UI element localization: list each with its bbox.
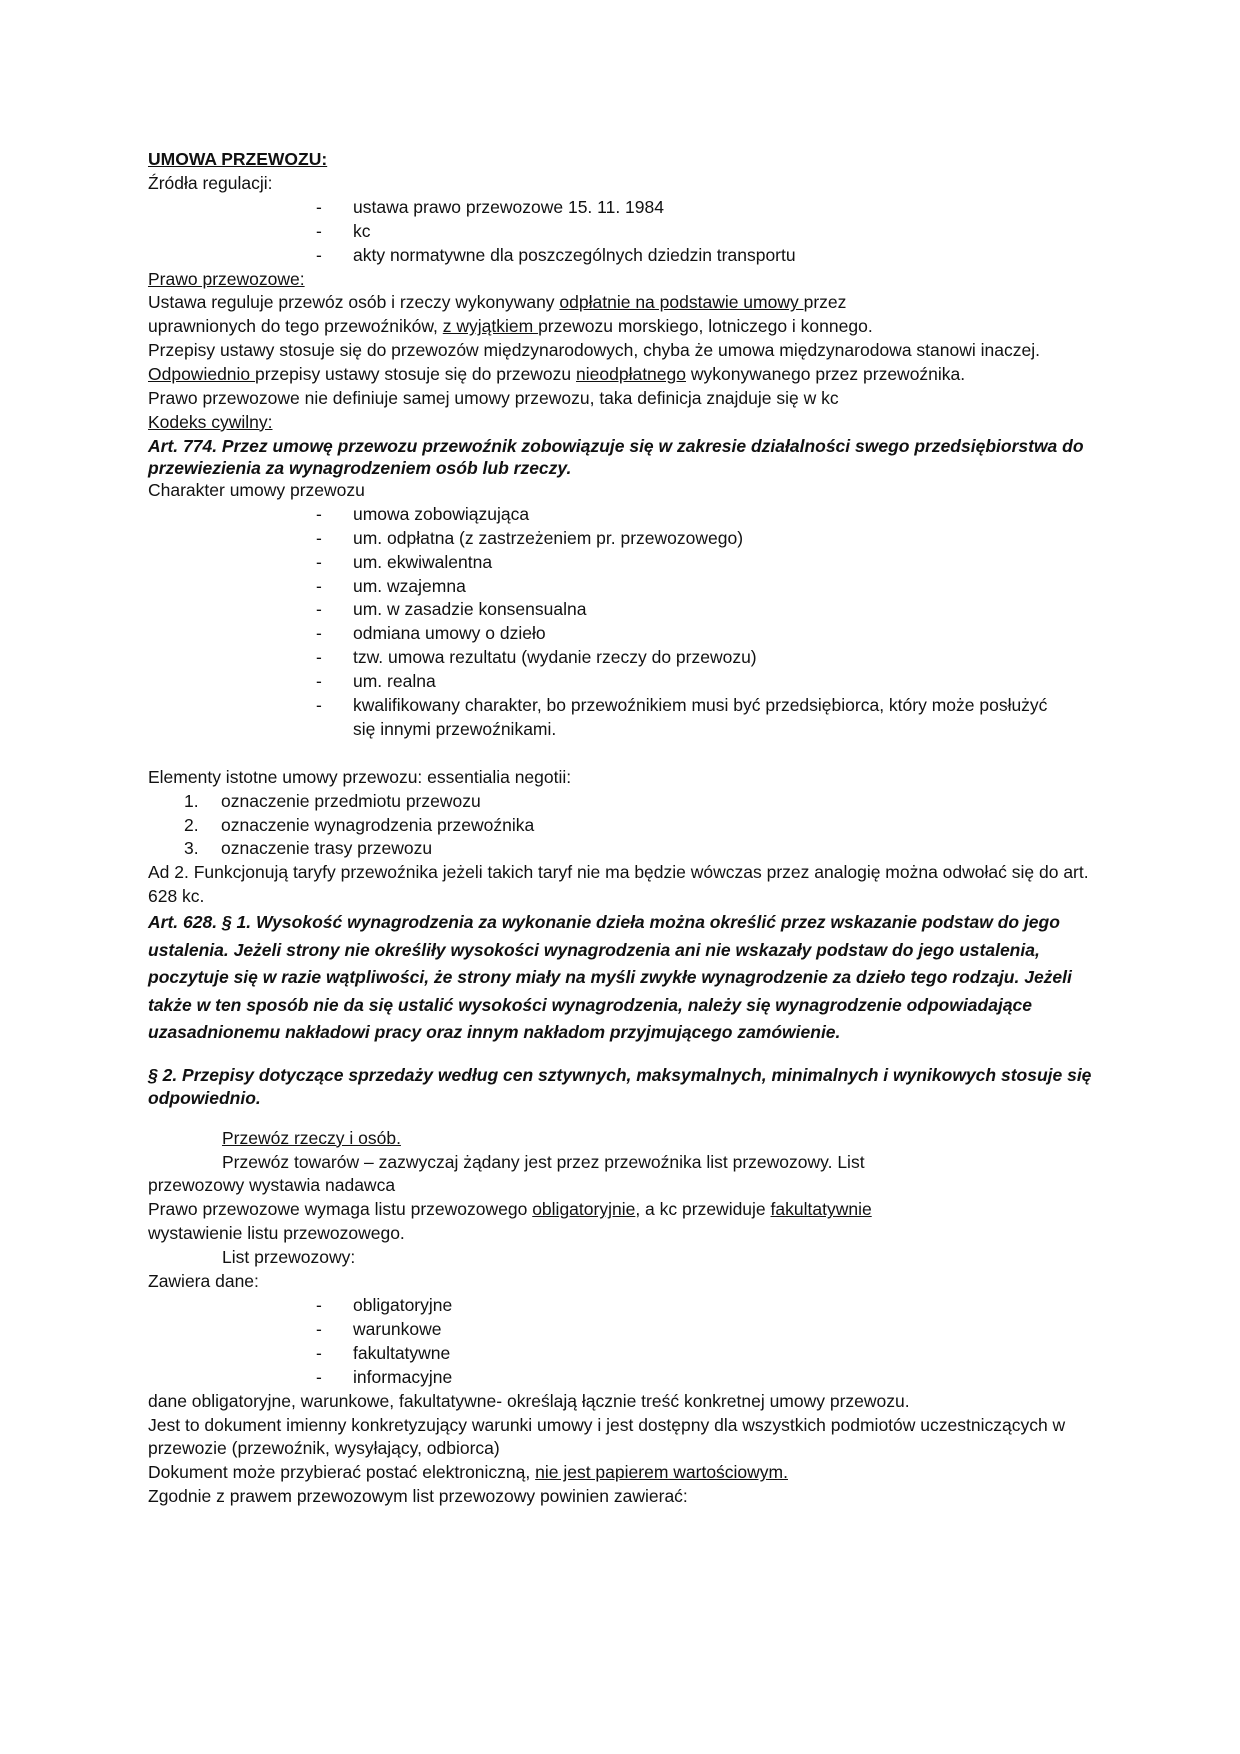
paragraph: wystawienie listu przewozowego. bbox=[148, 1223, 405, 1244]
list-item: - informacyjne bbox=[316, 1366, 453, 1387]
list-item: - um. realna bbox=[316, 671, 436, 692]
quote-art774: Art. 774. Przez umowę przewozu przewoźnik zobowiązuje się w zakresie działalności swego przedsiębiorstwa do przewiezienia za wynagrodzeniem osób lub rzeczy. bbox=[148, 435, 1084, 478]
paragraph: przewozowy wystawia nadawca bbox=[148, 1175, 396, 1196]
list-item: 2. oznaczenie wynagrodzenia przewoźnika bbox=[184, 814, 535, 835]
paragraph: Jest to dokument imienny konkretyzujący warunki umowy i jest dostępny dla wszystkich podmiotów uczestniczących w przewozie (przewoźnik, wysyłający, odbiorca) bbox=[148, 1414, 1066, 1459]
sources-label: Źródła regulacji: bbox=[148, 172, 273, 193]
paragraph: Dokument może przybierać postać elektroniczną, nie jest papierem wartościowym. bbox=[148, 1462, 788, 1483]
list-item: - tzw. umowa rezultatu (wydanie rzeczy do przewozu) bbox=[316, 647, 757, 668]
list-item: 1. oznaczenie przedmiotu przewozu bbox=[184, 790, 481, 811]
paragraph: Zgodnie z prawem przewozowym list przewozowy powinien zawierać: bbox=[148, 1486, 688, 1507]
paragraph: Przewóz towarów – zazwyczaj żądany jest przez przewoźnika list przewozowy. List bbox=[222, 1151, 865, 1172]
list-item: - warunkowe bbox=[316, 1318, 442, 1339]
paragraph: Prawo przewozowe nie definiuje samej umowy przewozu, taka definicja znajduje się w kc bbox=[148, 388, 839, 409]
charakter-label: Charakter umowy przewozu bbox=[148, 479, 365, 500]
paragraph: Odpowiednio przepisy ustawy stosuje się do przewozu nieodpłatnego wykonywanego przez przewoźnika. bbox=[148, 364, 966, 385]
list-item: - akty normatywne dla poszczególnych dziedzin transportu bbox=[316, 244, 796, 265]
paragraph: Prawo przewozowe wymaga listu przewozowego obligatoryjnie, a kc przewiduje fakultatywnie bbox=[148, 1199, 872, 1220]
quote-art628-p2: § 2. Przepisy dotyczące sprzedaży według cen sztywnych, maksymalnych, minimalnych i wynikowych stosuje się odpowiednio. bbox=[148, 1064, 1092, 1108]
section-heading-prawo: Prawo przewozowe: bbox=[148, 268, 305, 289]
list-item: - umowa zobowiązująca bbox=[316, 503, 530, 524]
list-item: - odmiana umowy o dzieło bbox=[316, 623, 546, 644]
paragraph: Przepisy ustawy stosuje się do przewozów międzynarodowych, chyba że umowa międzynarodowa stanowi inaczej. bbox=[148, 340, 1040, 361]
list-item: - kwalifikowany charakter, bo przewoźnikiem musi być przedsiębiorca, który może posłużyć się innymi przewoźnikami. bbox=[316, 695, 1048, 739]
paragraph-ad2: Ad 2. Funkcjonują taryfy przewoźnika jeżeli takich taryf nie ma będzie wówczas przez analogię można odwołać się do art. 628 kc. bbox=[148, 862, 1089, 907]
doc-title: UMOWA PRZEWOZU: bbox=[148, 149, 328, 169]
list-item: - kc bbox=[316, 220, 371, 241]
quote-art628-p1: Art. 628. § 1. Wysokość wynagrodzenia za wykonanie dzieła można określić przez wskazanie podstaw do jego ustalenia. Jeżeli strony nie określiły wysokości wynagrodzenia ani nie wskazały podstaw do jego ustalenia, poczytuje się w razie wątpliwości, że strony miały na myśli zwykłe wynagrodzenie za dzieło tego rodzaju. Jeżeli także w ten sposób nie da się ustalić wysokości wynagrodzenia, należy się wynagrodzenie odpowiadające uzasadnionemu nakładowi pracy oraz innym nakładom przyjmującego zamówienie. bbox=[148, 912, 1072, 1043]
elementy-label: Elementy istotne umowy przewozu: essentialia negotii: bbox=[148, 766, 572, 787]
section-heading-kodeks: Kodeks cywilny: bbox=[148, 411, 273, 432]
section-heading-przewoz: Przewóz rzeczy i osób. bbox=[222, 1127, 401, 1148]
list-item: - obligatoryjne bbox=[316, 1295, 453, 1316]
list-item: - ustawa prawo przewozowe 15. 11. 1984 bbox=[316, 196, 664, 217]
sources-list bbox=[148, 196, 1093, 268]
list-item: - um. ekwiwalentna bbox=[316, 551, 493, 572]
elementy-list bbox=[148, 790, 1093, 862]
paragraph: dane obligatoryjne, warunkowe, fakultatywne- określają łącznie treść konkretnej umowy przewozu. bbox=[148, 1390, 910, 1411]
list-item: - um. wzajemna bbox=[316, 575, 466, 596]
list-item: - fakultatywne bbox=[316, 1342, 451, 1363]
charakter-list bbox=[148, 503, 1093, 742]
list-przewozowy-label: List przewozowy: bbox=[222, 1247, 356, 1268]
paragraph: uprawnionych do tego przewoźników, z wyjątkiem przewozu morskiego, lotniczego i konnego. bbox=[148, 316, 873, 337]
zawiera-label: Zawiera dane: bbox=[148, 1271, 259, 1292]
document-page bbox=[148, 148, 1093, 1509]
list-item: 3. oznaczenie trasy przewozu bbox=[184, 838, 433, 859]
paragraph: Ustawa reguluje przewóz osób i rzeczy wykonywany odpłatnie na podstawie umowy przez bbox=[148, 292, 847, 313]
list-item: - um. w zasadzie konsensualna bbox=[316, 599, 587, 620]
list-item: - um. odpłatna (z zastrzeżeniem pr. przewozowego) bbox=[316, 527, 744, 548]
dane-list bbox=[148, 1294, 1093, 1390]
